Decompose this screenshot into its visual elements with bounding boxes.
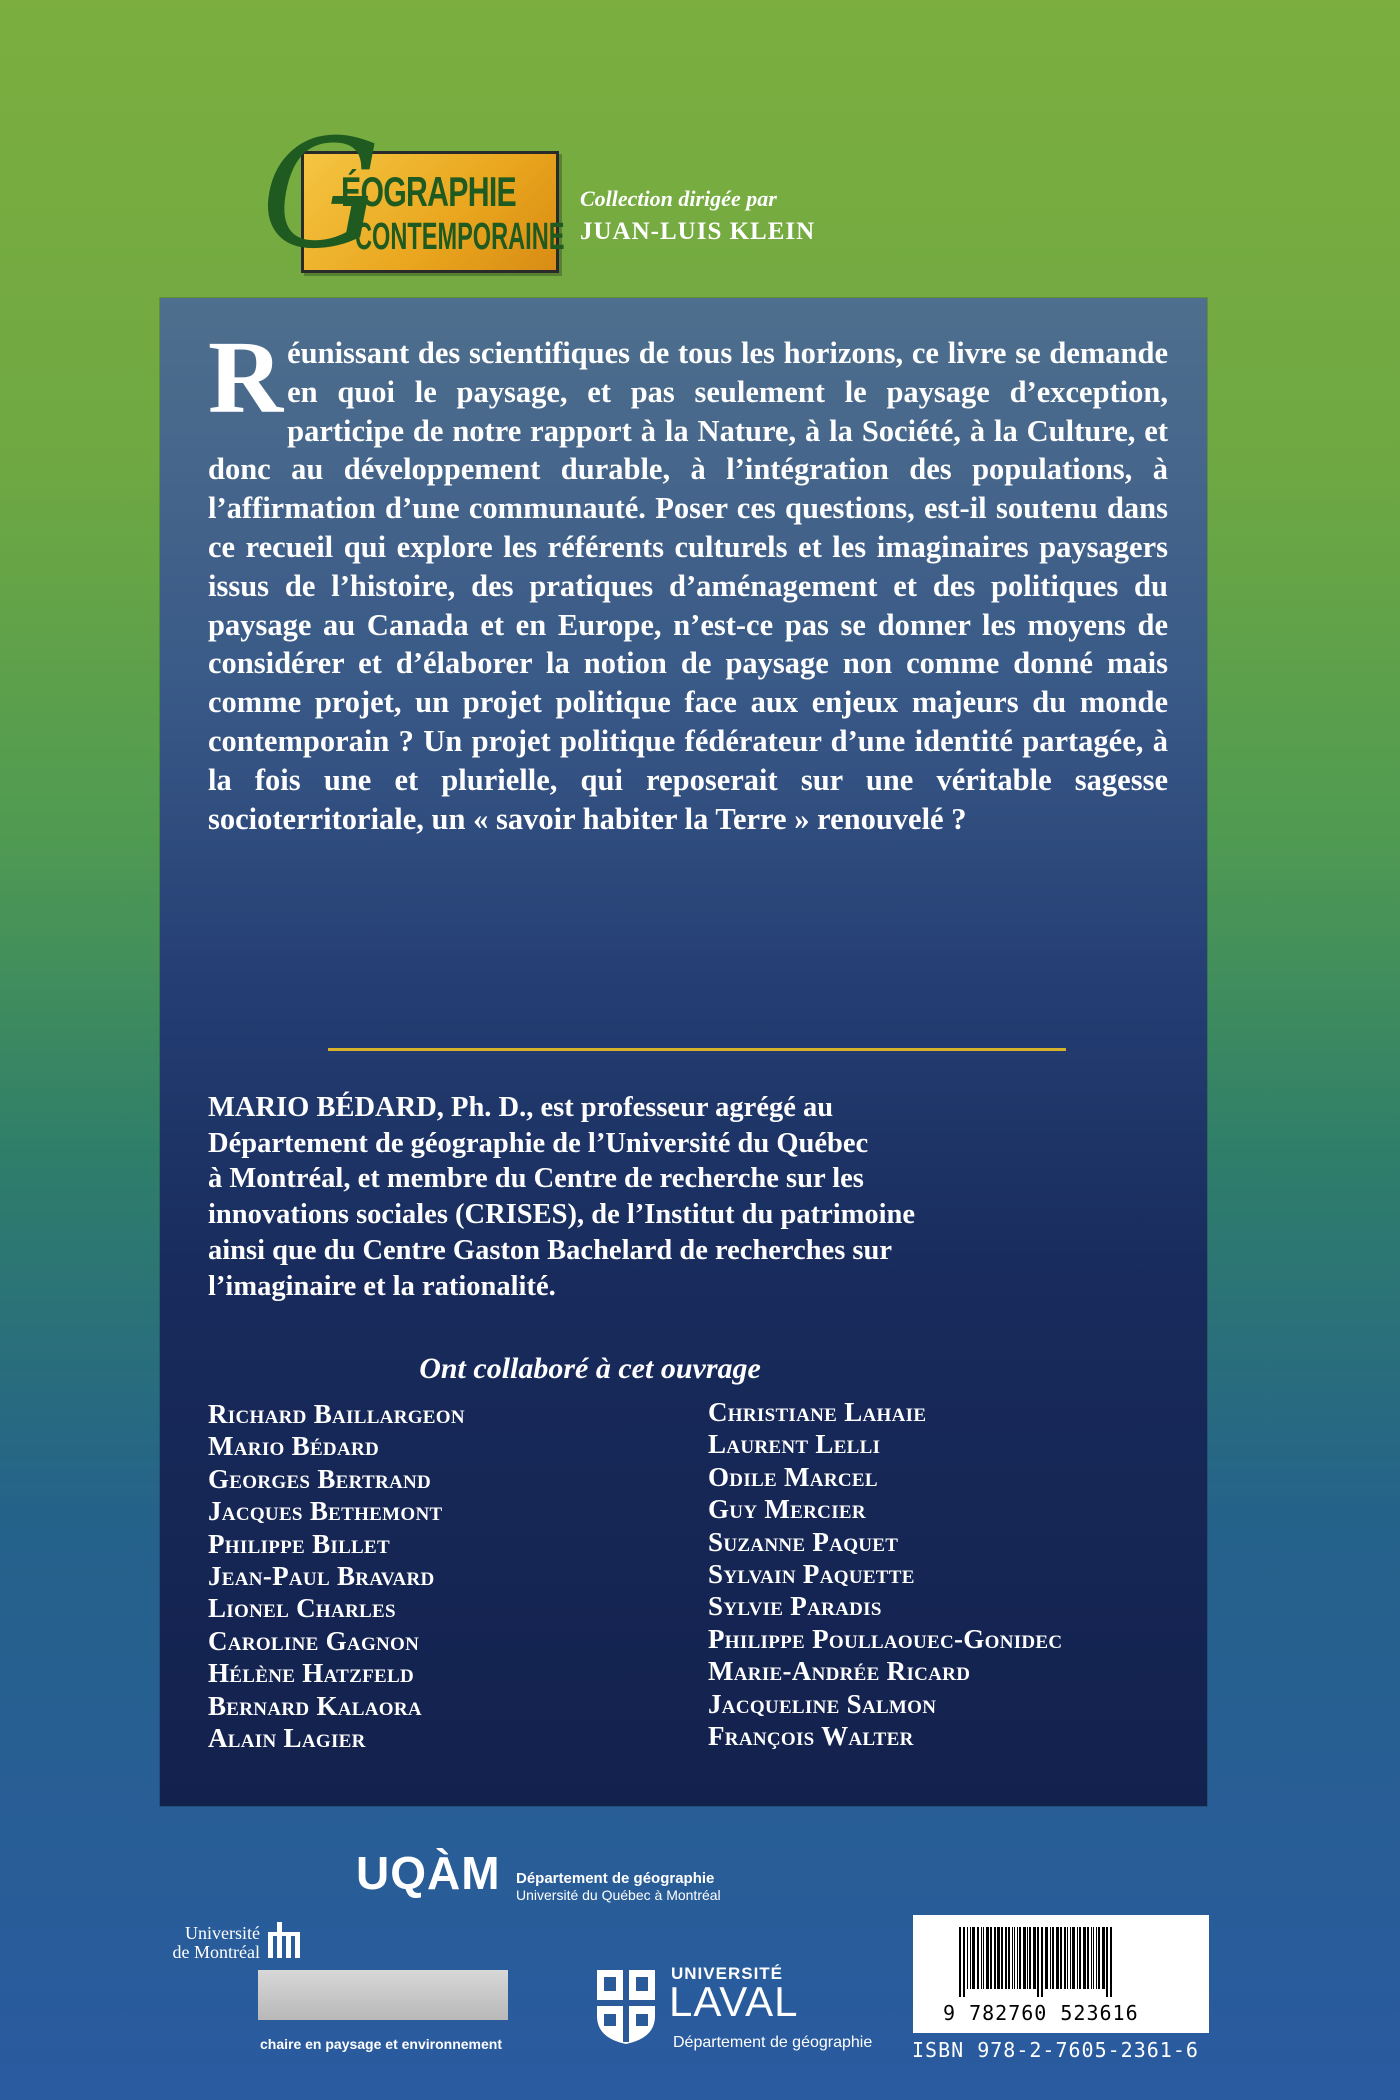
udem-name-line-1: Université: [185, 1923, 260, 1943]
barcode-bar: [1045, 1927, 1048, 1989]
barcode-bar: [1106, 1927, 1108, 1997]
barcode-bar: [970, 1927, 971, 1989]
barcode-bar: [1070, 1927, 1071, 1989]
collaborator-name: Jean-Paul Bravard: [208, 1561, 435, 1592]
logo-line-2: CONTEMPORAINE: [355, 216, 565, 258]
barcode-bar: [959, 1927, 961, 1997]
collaborator-name: Philippe Poullaouec-Gonidec: [708, 1623, 1063, 1654]
barcode-bar: [967, 1927, 968, 1989]
barcode-bar: [1087, 1927, 1089, 1989]
drop-cap: R: [208, 320, 284, 435]
bio-line: Département de géographie de l’Université du Québec: [208, 1127, 869, 1159]
barcode-bar: [1060, 1927, 1062, 1989]
udem-name: [160, 1924, 260, 1962]
uqam-dept-name: Département de géographie: [516, 1870, 715, 1887]
laval-word-1: UNIVERSITÉ: [671, 1964, 784, 1983]
chaire-banner: [258, 1970, 508, 2020]
collection-director: JUAN-LUIS KLEIN: [580, 218, 816, 245]
barcode-bar: [990, 1927, 992, 1989]
logo-line-1: ÉOGRAPHIE: [341, 168, 516, 215]
isbn: ISBN 978-2-7605-2361-6: [912, 2038, 1199, 2062]
barcode-bar: [1012, 1927, 1013, 1989]
collaborator-name: Caroline Gagnon: [208, 1625, 420, 1656]
collaborator-name: Marie-Andrée Ricard: [708, 1656, 971, 1687]
collaborator-name: Hélène Hatzfeld: [208, 1658, 414, 1689]
barcode-bar: [1064, 1927, 1066, 1989]
barcode-bar: [1093, 1927, 1094, 1989]
barcode-bar: [1017, 1927, 1018, 1989]
collaborator-name: Christiane Lahaie: [708, 1397, 927, 1427]
gold-divider: [328, 1048, 1066, 1051]
collection-credit: [580, 186, 815, 246]
blurb-text: éunissant des scientifiques de tous les horizons, ce livre se demande en quoi le paysage, et pas seulement le paysage d’exception, participe de notre rapport à la Nature, à la Société, à la Culture, et donc au développement durable, à l’intégration des populations, à l’affirmation d’une communauté. Poser ces questions, est-il soutenu dans ce recueil qui explore les référents culturels et les imaginaires paysagers issus de l’histoire, des pratiques d’aménagement et des politiques du paysage au Canada et en Europe, n’est-ce pas se donner les moyens de considérer et d’élaborer la notion de paysage non comme donné mais comme projet, un projet politique face aux enjeux majeurs du monde contemporain ? Un projet politique fédérateur d’une identité partagée, à la fois une et plurielle, qui reposerait sur une véritable sagesse socioterritoriale, un « savoir habiter la Terre » renouvelé ?: [208, 336, 1168, 836]
logo-initial: G: [261, 108, 381, 282]
barcode-bar: [1102, 1927, 1105, 1989]
barcode-bar: [977, 1927, 979, 1989]
barcode-bar: [1037, 1927, 1039, 1997]
barcode-bar: [963, 1927, 965, 1997]
barcode-bar: [1050, 1927, 1051, 1989]
bio-line: l’imaginaire et la rationalité.: [208, 1270, 556, 1302]
barcode-bar: [1014, 1927, 1015, 1989]
laval-department: Département de géographie: [673, 2034, 873, 2051]
collaborator-name: Jacqueline Salmon: [708, 1688, 937, 1719]
barcode-bar: [1110, 1927, 1112, 1997]
barcode-bar: [1072, 1927, 1075, 1989]
barcode-bar: [1029, 1927, 1031, 1989]
barcode-bar: [1067, 1927, 1068, 1989]
collaborator-name: Alain Lagier: [208, 1723, 366, 1754]
barcode-bar: [994, 1927, 996, 1989]
uqam-logo: [356, 1846, 721, 1903]
barcode-bar: [1001, 1927, 1003, 1989]
collaborator-name: Suzanne Paquet: [708, 1526, 899, 1557]
barcode-bar: [1027, 1927, 1028, 1989]
collaborator-name: Guy Mercier: [708, 1494, 866, 1525]
bio-line: à Montréal, et membre du Centre de recherche sur les: [208, 1163, 864, 1195]
collaborator-name: Sylvie Paradis: [708, 1591, 882, 1622]
barcode-bar: [1052, 1927, 1054, 1989]
collaborators-title: Ont collaboré à cet ouvrage: [419, 1352, 761, 1385]
udem-emblem-icon: [266, 1918, 304, 1960]
collaborator-name: Georges Bertrand: [208, 1463, 432, 1494]
collaborator-name: Bernard Kalaora: [208, 1690, 422, 1721]
barcode-bar: [981, 1927, 982, 1989]
collaborator-name: Richard Baillargeon: [208, 1399, 465, 1429]
uqam-univ-name: Université du Québec à Montréal: [516, 1887, 721, 1903]
author-bio: [208, 1090, 1138, 1304]
barcode: [913, 1915, 1209, 2033]
barcode-bar: [1056, 1927, 1059, 1989]
collaborator-name: Laurent Lelli: [708, 1429, 881, 1460]
collaborator-name: Philippe Billet: [208, 1528, 390, 1559]
collaborator-name: Mario Bédard: [208, 1431, 380, 1462]
bio-line: innovations sociales (CRISES), de l’Institut du patrimoine: [208, 1199, 916, 1231]
barcode-bar: [1091, 1927, 1092, 1989]
barcode-digits: 9 782760 523616: [943, 2001, 1139, 2025]
collaborator-name: Lionel Charles: [208, 1593, 396, 1624]
barcode-bar: [1008, 1927, 1010, 1989]
barcode-bar: [983, 1927, 984, 1989]
collaborator-name: Sylvain Paquette: [708, 1559, 915, 1590]
barcode-bar: [1098, 1927, 1100, 1989]
collaborator-name: Odile Marcel: [708, 1461, 878, 1492]
barcode-bar: [997, 1927, 1000, 1989]
chaire-label: chaire en paysage et environnement: [260, 2036, 502, 2052]
barcode-bar: [1019, 1927, 1021, 1989]
collaborators-left-column: [208, 1398, 465, 1754]
bio-line: ainsi que du Centre Gaston Bachelard de recherches sur: [208, 1234, 893, 1266]
barcode-bar: [972, 1927, 975, 1989]
barcode-bar: [1041, 1927, 1043, 1997]
udem-name-line-2: de Montréal: [172, 1942, 260, 1962]
collection-logo: [261, 108, 565, 283]
laval-shield-icon: [595, 1968, 657, 2046]
barcode-bar: [986, 1927, 989, 1989]
collaborators-right-column: [708, 1396, 1062, 1752]
collaborator-name: Jacques Bethemont: [208, 1496, 443, 1527]
barcode-bar: [1023, 1927, 1026, 1989]
uqam-wordmark: UQÀM: [356, 1847, 501, 1899]
uqam-department: [516, 1870, 776, 1903]
book-blurb: [208, 320, 1168, 838]
collection-by-label: Collection dirigée par: [580, 186, 777, 211]
laval-word-2: LAVAL: [669, 1978, 799, 2025]
barcode-bar: [1083, 1927, 1086, 1989]
barcode-bars: [959, 1927, 1165, 1997]
barcode-bar: [1033, 1927, 1036, 1989]
barcode-bar: [1005, 1927, 1007, 1989]
collaborator-name: François Walter: [708, 1721, 914, 1752]
back-cover-panel: [160, 298, 1207, 1806]
barcode-bar: [1096, 1927, 1097, 1989]
barcode-bar: [1079, 1927, 1081, 1989]
barcode-bar: [1077, 1927, 1078, 1989]
bio-line: MARIO BÉDARD, Ph. D., est professeur agrégé au: [208, 1092, 834, 1123]
